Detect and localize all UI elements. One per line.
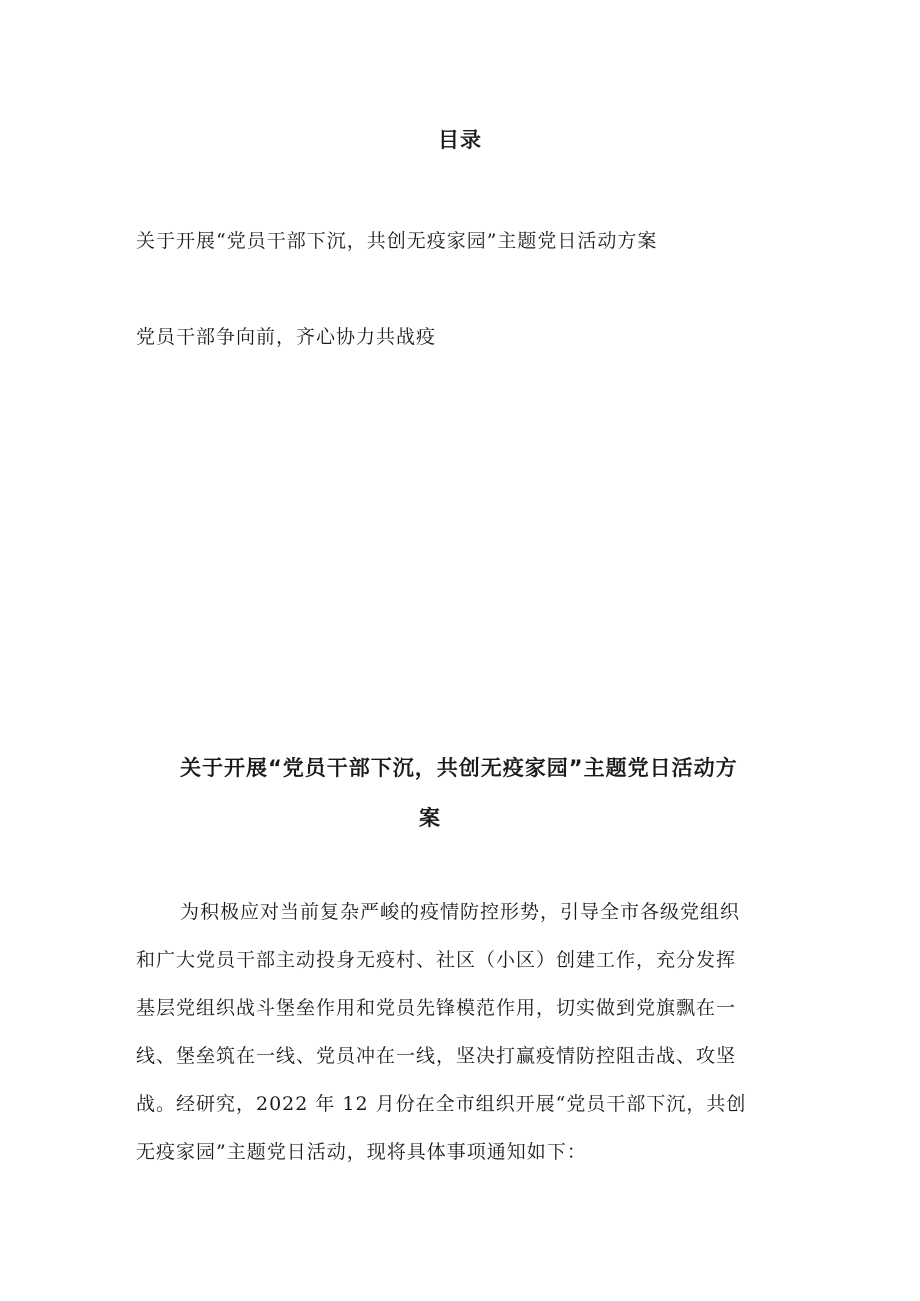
paragraph-line: 线、堡垒筑在一线、党员冲在一线，坚决打赢疫情防控阻击战、攻坚 bbox=[136, 1045, 737, 1067]
toc-heading: 目录 bbox=[438, 128, 482, 152]
paragraph-line: 无疫家园”主题党日活动，现将具体事项通知如下： bbox=[136, 1141, 587, 1163]
body-paragraph bbox=[136, 888, 796, 1176]
paragraph-line: 为积极应对当前复杂严峻的疫情防控形势，引导全市各级党组织 bbox=[180, 901, 741, 923]
toc-item[interactable]: 党员干部争向前，齐心协力共战疫 bbox=[136, 326, 437, 348]
paragraph-line: 战。经研究，2022 年 12 月份在全市组织开展“党员干部下沉，共创 bbox=[136, 1093, 747, 1115]
paragraph-line: 和广大党员干部主动投身无疫村、社区（小区）创建工作，充分发挥 bbox=[136, 949, 737, 971]
document-title-line: 关于开展“党员干部下沉，共创无疫家园”主题党日活动方 bbox=[180, 756, 738, 780]
toc-item[interactable]: 关于开展“党员干部下沉，共创无疫家园”主题党日活动方案 bbox=[136, 230, 658, 252]
paragraph-line: 基层党组织战斗堡垒作用和党员先锋模范作用，切实做到党旗飘在一 bbox=[136, 997, 737, 1019]
document-title-line: 案 bbox=[419, 806, 441, 830]
